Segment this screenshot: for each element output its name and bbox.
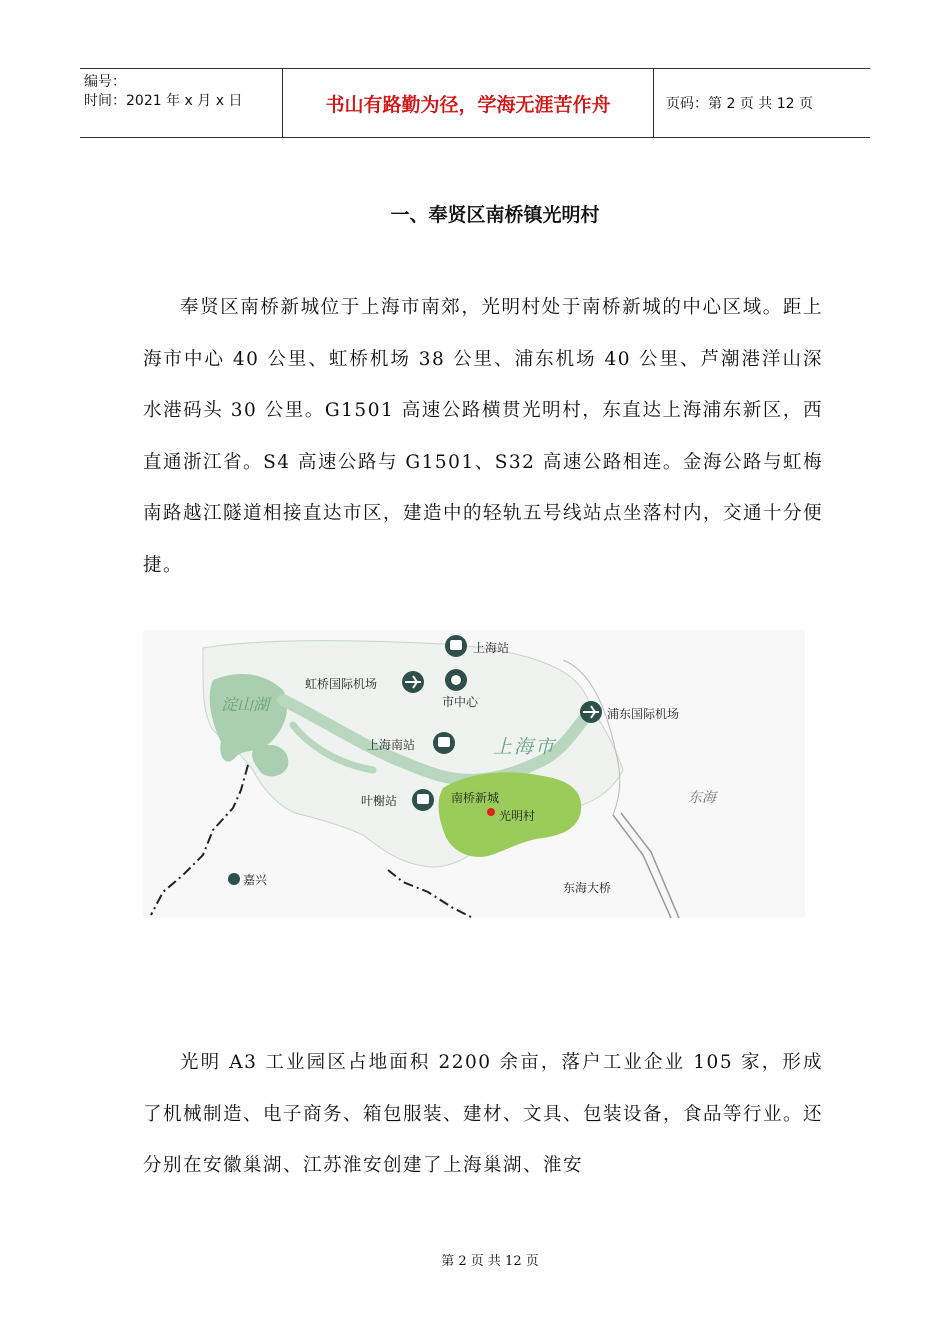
label-shanghai-station: 上海站 bbox=[473, 641, 510, 655]
label-hongqiao-airport: 虹桥国际机场 bbox=[305, 677, 378, 691]
header-meta bbox=[80, 69, 282, 137]
plane-icon-hongqiao bbox=[402, 671, 424, 693]
plane-icon-pudong bbox=[580, 701, 602, 723]
label-guangming-village: 光明村 bbox=[499, 809, 536, 823]
label-city-center: 市中心 bbox=[442, 695, 479, 709]
label-pudong-airport: 浦东国际机场 bbox=[607, 707, 680, 721]
label-yeshu-station: 叶榭站 bbox=[361, 794, 398, 808]
train-icon-shanghai-station bbox=[445, 635, 467, 657]
code-label: 编号： bbox=[84, 74, 126, 90]
paragraph-location: 奉贤区南桥新城位于上海市南郊，光明村处于南桥新城的中心区域。距上海市中心 40 公里、虹桥机场 38 公里、浦东机场 40 公里、芦潮港洋山深水港码头 30 公里。G1501 高速公路横贯光明村，东直达上海浦东新区，西直通浙江省。S4 高速公路与 G1501、S32 高速公路相连。金海公路与虹梅南路越江隧道相接直达市区，建造中的轻轨五号线站点坐落村内，交通十分便捷。 bbox=[143, 297, 824, 576]
label-donghai-bridge: 东海大桥 bbox=[563, 881, 612, 895]
time-label: 时间：2021 年 x 月 x 日 bbox=[84, 93, 243, 109]
location-map bbox=[143, 630, 805, 918]
label-east-sea: 东海 bbox=[688, 790, 716, 806]
train-icon-yeshu bbox=[412, 789, 434, 811]
label-nanqiao-newtown: 南桥新城 bbox=[451, 791, 500, 805]
label-jiaxing: 嘉兴 bbox=[243, 873, 268, 887]
label-shanghai-south: 上海南站 bbox=[367, 738, 416, 752]
page-header bbox=[80, 68, 870, 138]
guangming-marker bbox=[487, 808, 495, 816]
header-motto: 书山有路勤为径，学海无涯苦作舟 bbox=[282, 69, 654, 137]
paragraph-industrial-park: 光明 A3 工业园区占地面积 2200 余亩，落户工业企业 105 家，形成了机械制造、电子商务、箱包服装、建材、文具、包装设备，食品等行业。还分别在安徽巢湖、江苏淮安创建了上海巢湖、淮安 bbox=[143, 1052, 824, 1176]
label-shanghai-city: 上海市 bbox=[493, 736, 557, 758]
label-dianshan-lake: 淀山湖 bbox=[221, 695, 270, 714]
center-icon-city-center bbox=[445, 669, 467, 691]
jiaxing-marker bbox=[228, 873, 240, 885]
page-footer: 第 2 页 共 12 页 bbox=[441, 1254, 539, 1269]
train-icon-shanghai-south bbox=[433, 732, 455, 754]
header-page-info: 页码：第 2 页 共 12 页 bbox=[666, 96, 813, 112]
section-title: 一、奉贤区南桥镇光明村 bbox=[390, 204, 600, 226]
